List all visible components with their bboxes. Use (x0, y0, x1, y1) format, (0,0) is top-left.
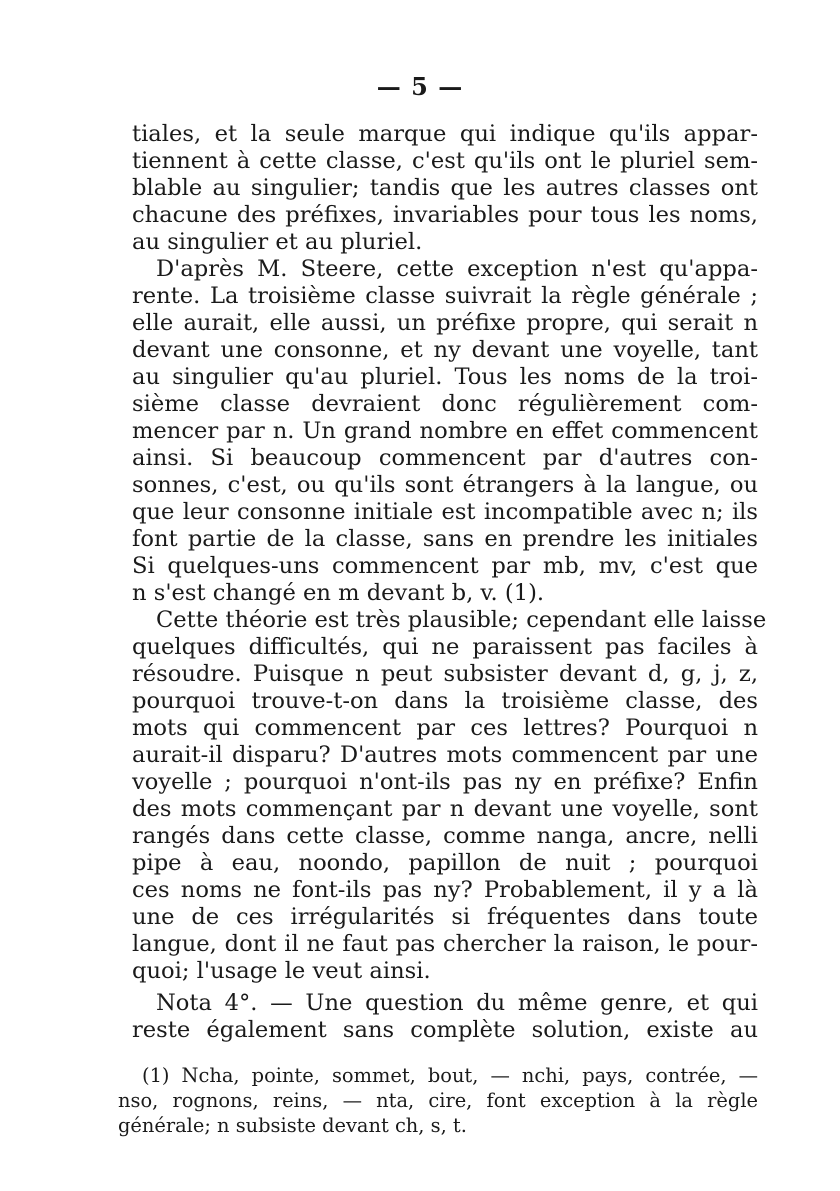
paragraph-start-line: Cette théorie est très plausible; cependant elle laisse (156, 607, 767, 633)
text-line: que leur consonne initiale est incompatible avec n; ils (132, 499, 758, 525)
note-heading-line: Nota 4°. — Une question du même genre, et qui (156, 990, 758, 1016)
text-line: pourquoi trouve-t-on dans la troisième classe, des (132, 688, 758, 714)
text-line: mencer par n. Un grand nombre en effet commencent (132, 418, 758, 444)
text-line: font partie de la classe, sans en prendre les initiales (132, 526, 758, 552)
text-line: Si quelques-uns commencent par mb, mv, c'est que (132, 553, 758, 579)
text-line: des mots commençant par n devant une voyelle, sont (132, 796, 758, 822)
footnote-line: (1) Ncha, pointe, sommet, bout, — nchi, pays, contrée, — (142, 1064, 758, 1087)
text-line: tiennent à cette classe, c'est qu'ils ont le pluriel sem- (132, 148, 758, 174)
text-line: pipe à eau, noondo, papillon de nuit ; pourquoi (132, 850, 758, 876)
footnote-line: générale; n subsiste devant ch, s, t. (118, 1114, 467, 1137)
text-line: ces noms ne font-ils pas ny? Probablement, il y a là (132, 877, 758, 903)
text-line: chacune des préfixes, invariables pour tous les noms, (132, 202, 758, 228)
text-line: langue, dont il ne faut pas chercher la raison, le pour- (132, 931, 758, 957)
text-line: devant une consonne, et ny devant une voyelle, tant (132, 337, 758, 363)
text-line: elle aurait, elle aussi, un préfixe propre, qui serait n (132, 310, 758, 336)
text-line: aurait-il disparu? D'autres mots commencent par une (132, 742, 758, 768)
text-line: une de ces irrégularités si fréquentes dans toute (132, 904, 758, 930)
text-line: blable au singulier; tandis que les autres classes ont (132, 175, 758, 201)
page-number: — 5 — (376, 72, 464, 101)
text-line: sonnes, c'est, ou qu'ils sont étrangers à la langue, ou (132, 472, 758, 498)
text-line: quelques difficultés, qui ne paraissent pas faciles à (132, 634, 758, 660)
text-line: au singulier qu'au pluriel. Tous les noms de la troi- (132, 364, 758, 390)
text-line: ainsi. Si beaucoup commencent par d'autres con- (132, 445, 758, 471)
text-line: résoudre. Puisque n peut subsister devant d, g, j, z, (132, 661, 758, 687)
text-line: tiales, et la seule marque qui indique qu'ils appar- (132, 121, 758, 147)
footnote-line: nso, rognons, reins, — nta, cire, font exception à la règle (118, 1089, 758, 1112)
text-line: reste également sans complète solution, existe au (132, 1017, 758, 1043)
text-line: quoi; l'usage le veut ainsi. (132, 958, 431, 984)
text-line: au singulier et au pluriel. (132, 229, 423, 255)
text-line: n s'est changé en m devant b, v. (1). (132, 580, 545, 606)
text-line: mots qui commencent par ces lettres? Pourquoi n (132, 715, 758, 741)
text-line: sième classe devraient donc régulièrement com- (132, 391, 758, 417)
text-line: voyelle ; pourquoi n'ont-ils pas ny en préfixe? Enfin (132, 769, 758, 795)
text-line: rente. La troisième classe suivrait la règle générale ; (132, 283, 758, 309)
text-line: rangés dans cette classe, comme nanga, ancre, nelli (132, 823, 758, 849)
paragraph-start-line: D'après M. Steere, cette exception n'est qu'appa- (156, 256, 758, 282)
